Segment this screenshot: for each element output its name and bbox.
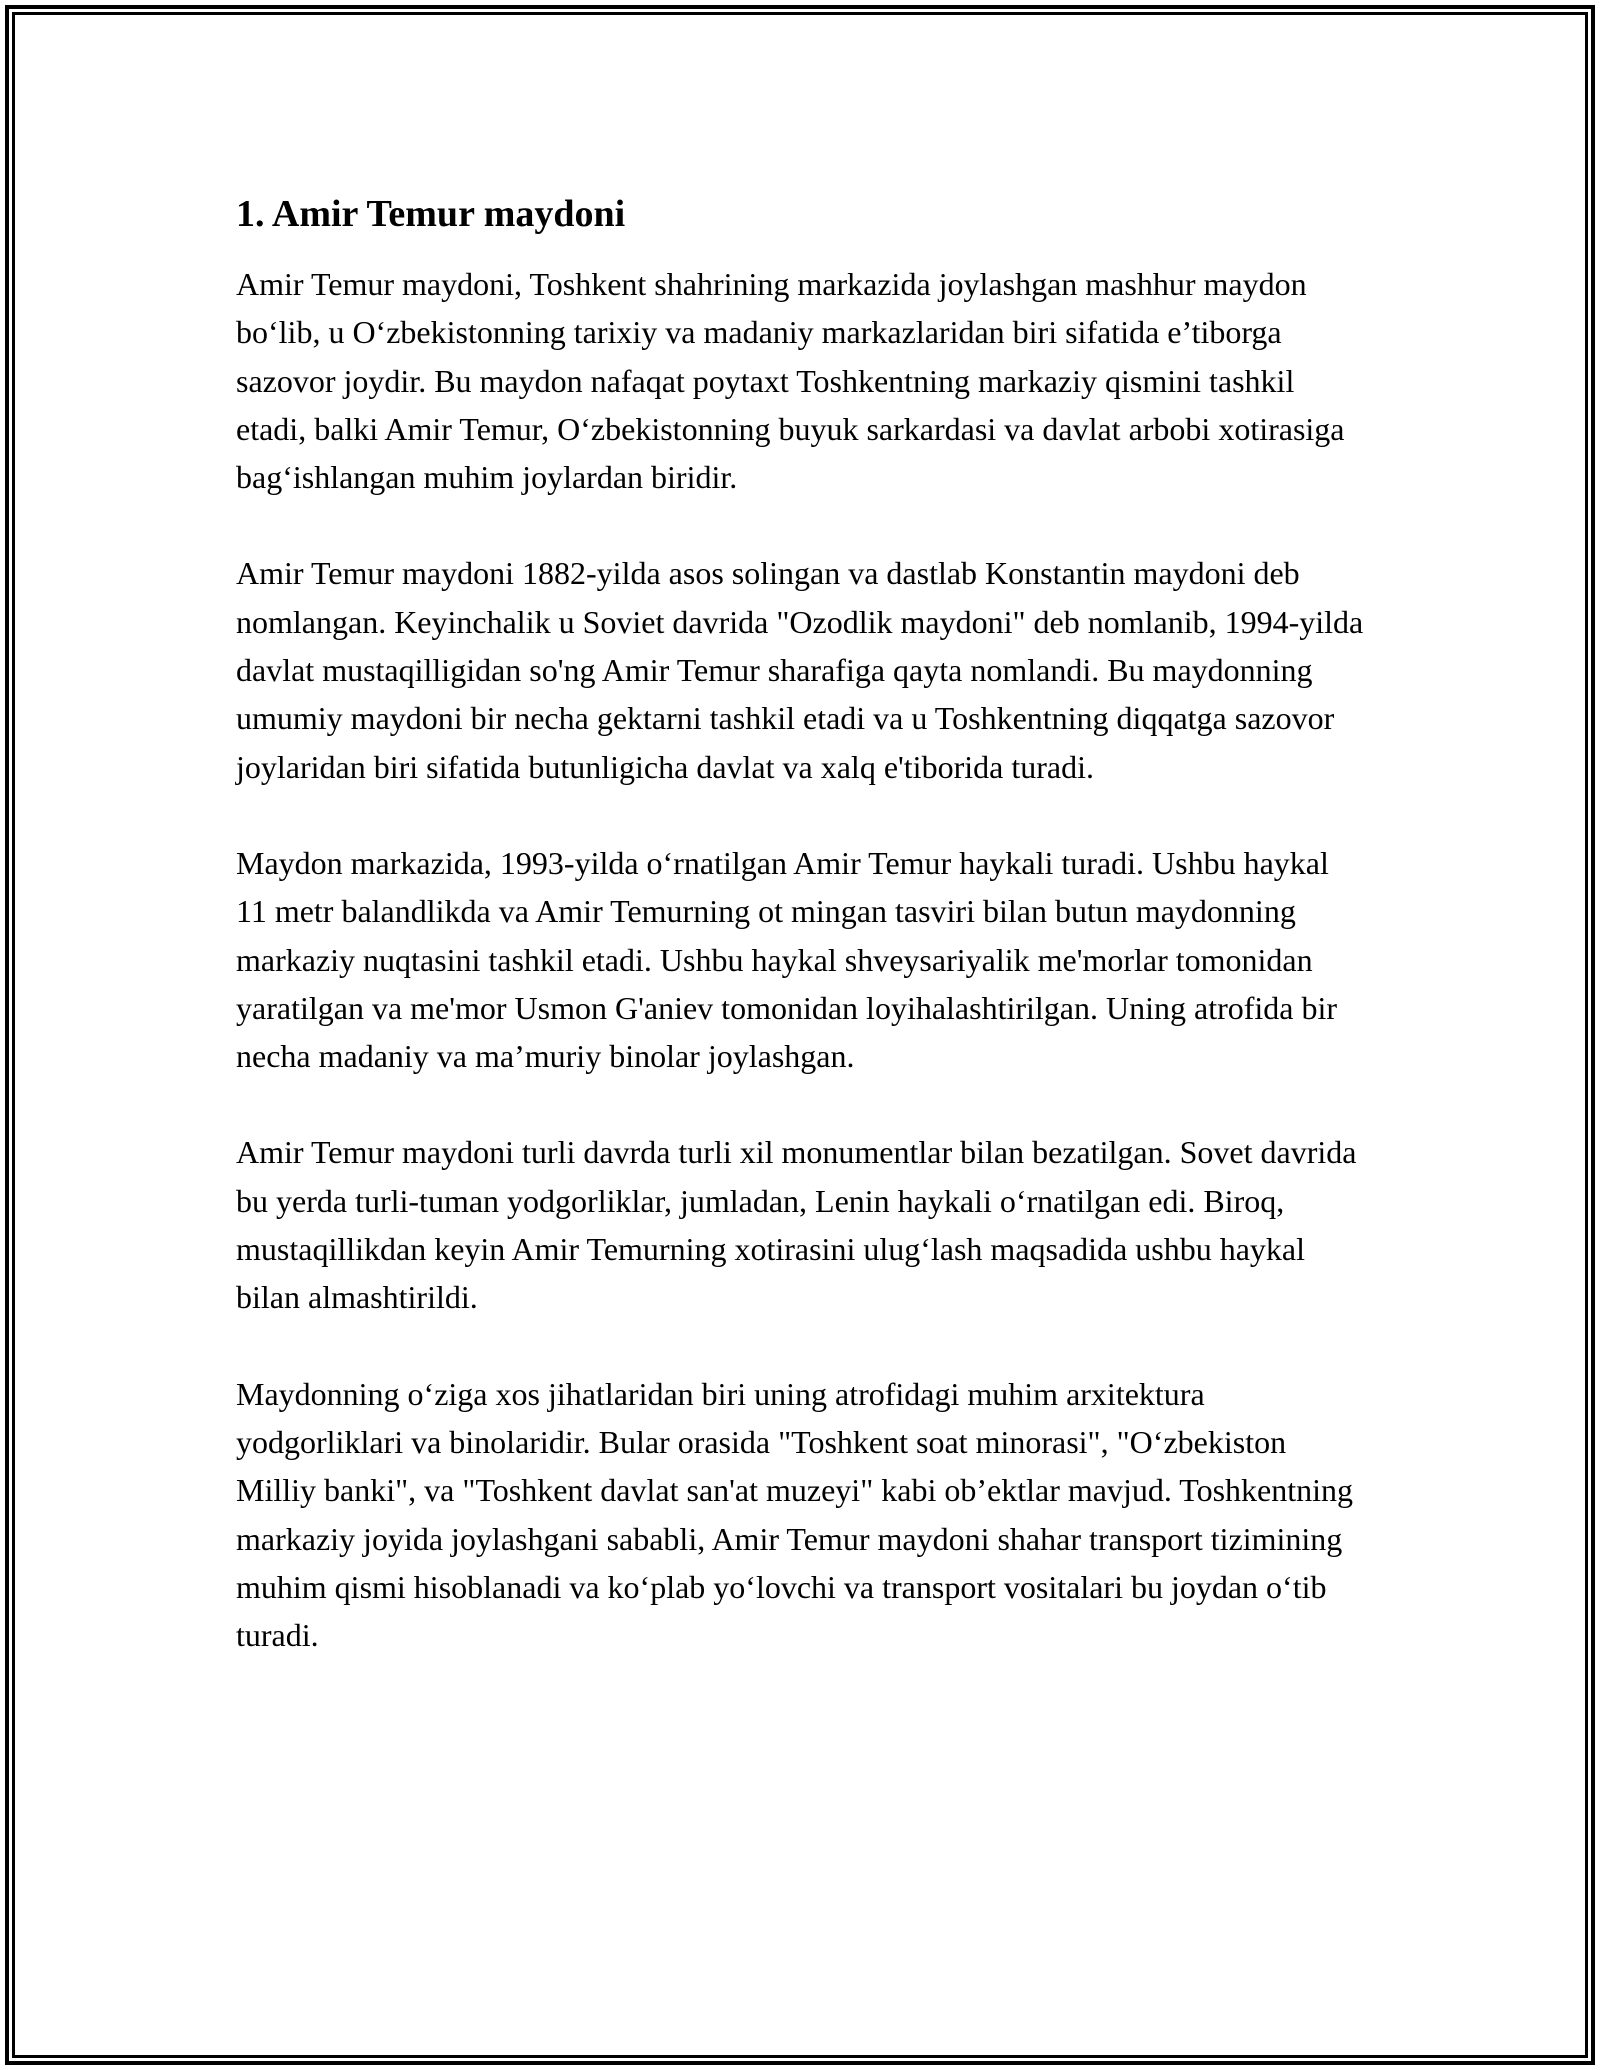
paragraph-2: Amir Temur maydoni 1882-yilda asos solingan va dastlab Konstantin maydoni deb nomlangan. Keyinchalik u Soviet davrida "Ozodlik maydoni" deb nomlanib, 1994-yilda davlat mustaqilligidan so'ng Amir Temur sharafiga qayta nomlandi. Bu maydonning umumiy maydoni bir necha gektarni tashkil etadi va u Toshkentning diqqatga sazovor joylaridan biri sifatida butunligicha davlat va xalq e'tiborida turadi. <box>236 555 1364 785</box>
section-heading: 1. Amir Temur maydoni <box>236 193 626 235</box>
document-body <box>236 188 1366 1707</box>
paragraph-5: Maydonning o‘ziga xos jihatlaridan biri uning atrofidagi muhim arxitektura yodgorliklari va binolaridir. Bular orasida "Toshkent soat minorasi", "O‘zbekiston Milliy banki", va "Toshkent davlat san'at muzeyi" kabi ob’ektlar mavjud. Toshkentning markaziy joyida joylashgani sababli, Amir Temur maydoni shahar transport tizimining muhim qismi hisoblanadi va ko‘plab yo‘lovchi va transport vositalari bu joydan o‘tib turadi. <box>236 1375 1353 1654</box>
paragraph-4: Amir Temur maydoni turli davrda turli xil monumentlar bilan bezatilgan. Sovet davrida bu yerda turli-tuman yodgorliklar, jumladan, Lenin haykali o‘rnatilgan edi. Biroq, mustaqillikdan keyin Amir Temurning xotirasini ulug‘lash maqsadida ushbu haykal bilan almashtirildi. <box>236 1134 1357 1316</box>
paragraph-3: Maydon markazida, 1993-yilda o‘rnatilgan Amir Temur haykali turadi. Ushbu haykal 11 metr balandlikda va Amir Temurning ot mingan tasviri bilan butun maydonning markaziy nuqtasini tashkil etadi. Ushbu haykal shveysariyalik me'morlar tomonidan yaratilgan va me'mor Usmon G'aniev tomonidan loyihalashtirilgan. Uning atrofida bir necha madaniy va ma’muriy binolar joylashgan. <box>236 844 1338 1075</box>
paragraph-1: Amir Temur maydoni, Toshkent shahrining markazida joylashgan mashhur maydon bo‘lib, u O‘zbekistonning tarixiy va madaniy markazlaridan biri sifatida e’tiborga sazovor joydir. Bu maydon nafaqat poytaxt Toshkentning markaziy qismini tashkil etadi, balki Amir Temur, O‘zbekistonning buyuk sarkardasi va davlat arbobi xotirasiga bag‘ishlangan muhim joylardan biridir. <box>236 266 1345 496</box>
